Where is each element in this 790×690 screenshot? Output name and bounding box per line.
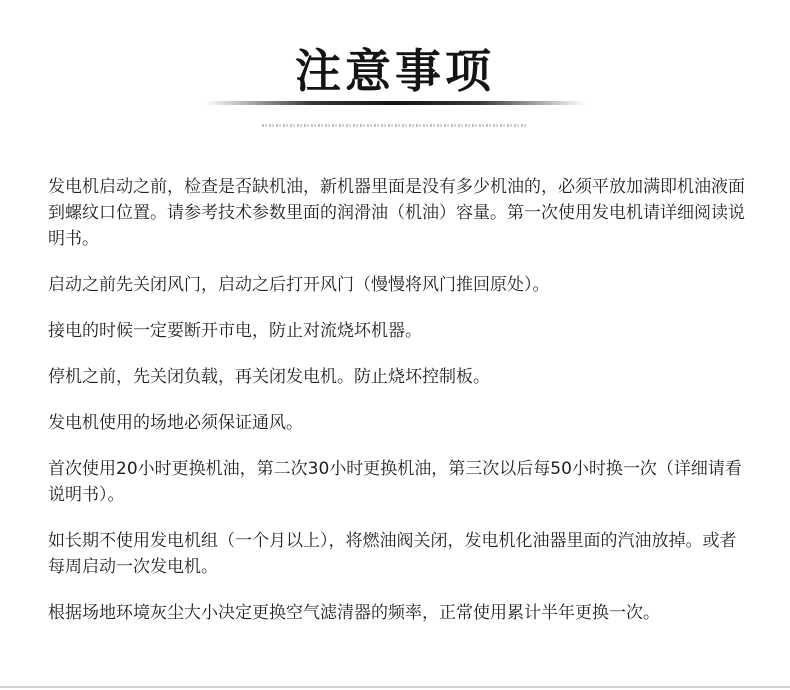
- decorative-fine-print-line: [262, 124, 528, 127]
- bottom-divider: [0, 686, 790, 688]
- page-title: 注意事项: [295, 44, 495, 98]
- notice-item: 接电的时候一定要断开市电，防止对流烧坏机器。: [48, 321, 422, 341]
- notice-item: 首次使用20小时更换机油，第二次30小时更换机油，第三次以后每50小时换一次（详细请看说明书）。: [48, 459, 742, 505]
- notice-item: 发电机使用的场地必须保证通风。: [48, 413, 303, 433]
- notice-item: 如长期不使用发电机组（一个月以上），将燃油阀关闭，发电机化油器里面的汽油放掉。或者每周启动一次发电机。: [48, 531, 737, 577]
- notice-list: [48, 174, 748, 646]
- notice-item: 根据场地环境灰尘大小决定更换空气滤清器的频率，正常使用累计半年更换一次。: [48, 603, 660, 623]
- title-underline: [205, 101, 585, 105]
- notice-item: 发电机启动之前，检查是否缺机油，新机器里面是没有多少机油的，必须平放加满即机油液面到螺纹口位置。请参考技术参数里面的润滑油（机油）容量。第一次使用发电机请详细阅读说明书。: [48, 177, 745, 249]
- notice-item: 停机之前，先关闭负载，再关闭发电机。防止烧坏控制板。: [48, 367, 490, 387]
- notice-item: 启动之前先关闭风门，启动之后打开风门（慢慢将风门推回原处）。: [48, 275, 550, 295]
